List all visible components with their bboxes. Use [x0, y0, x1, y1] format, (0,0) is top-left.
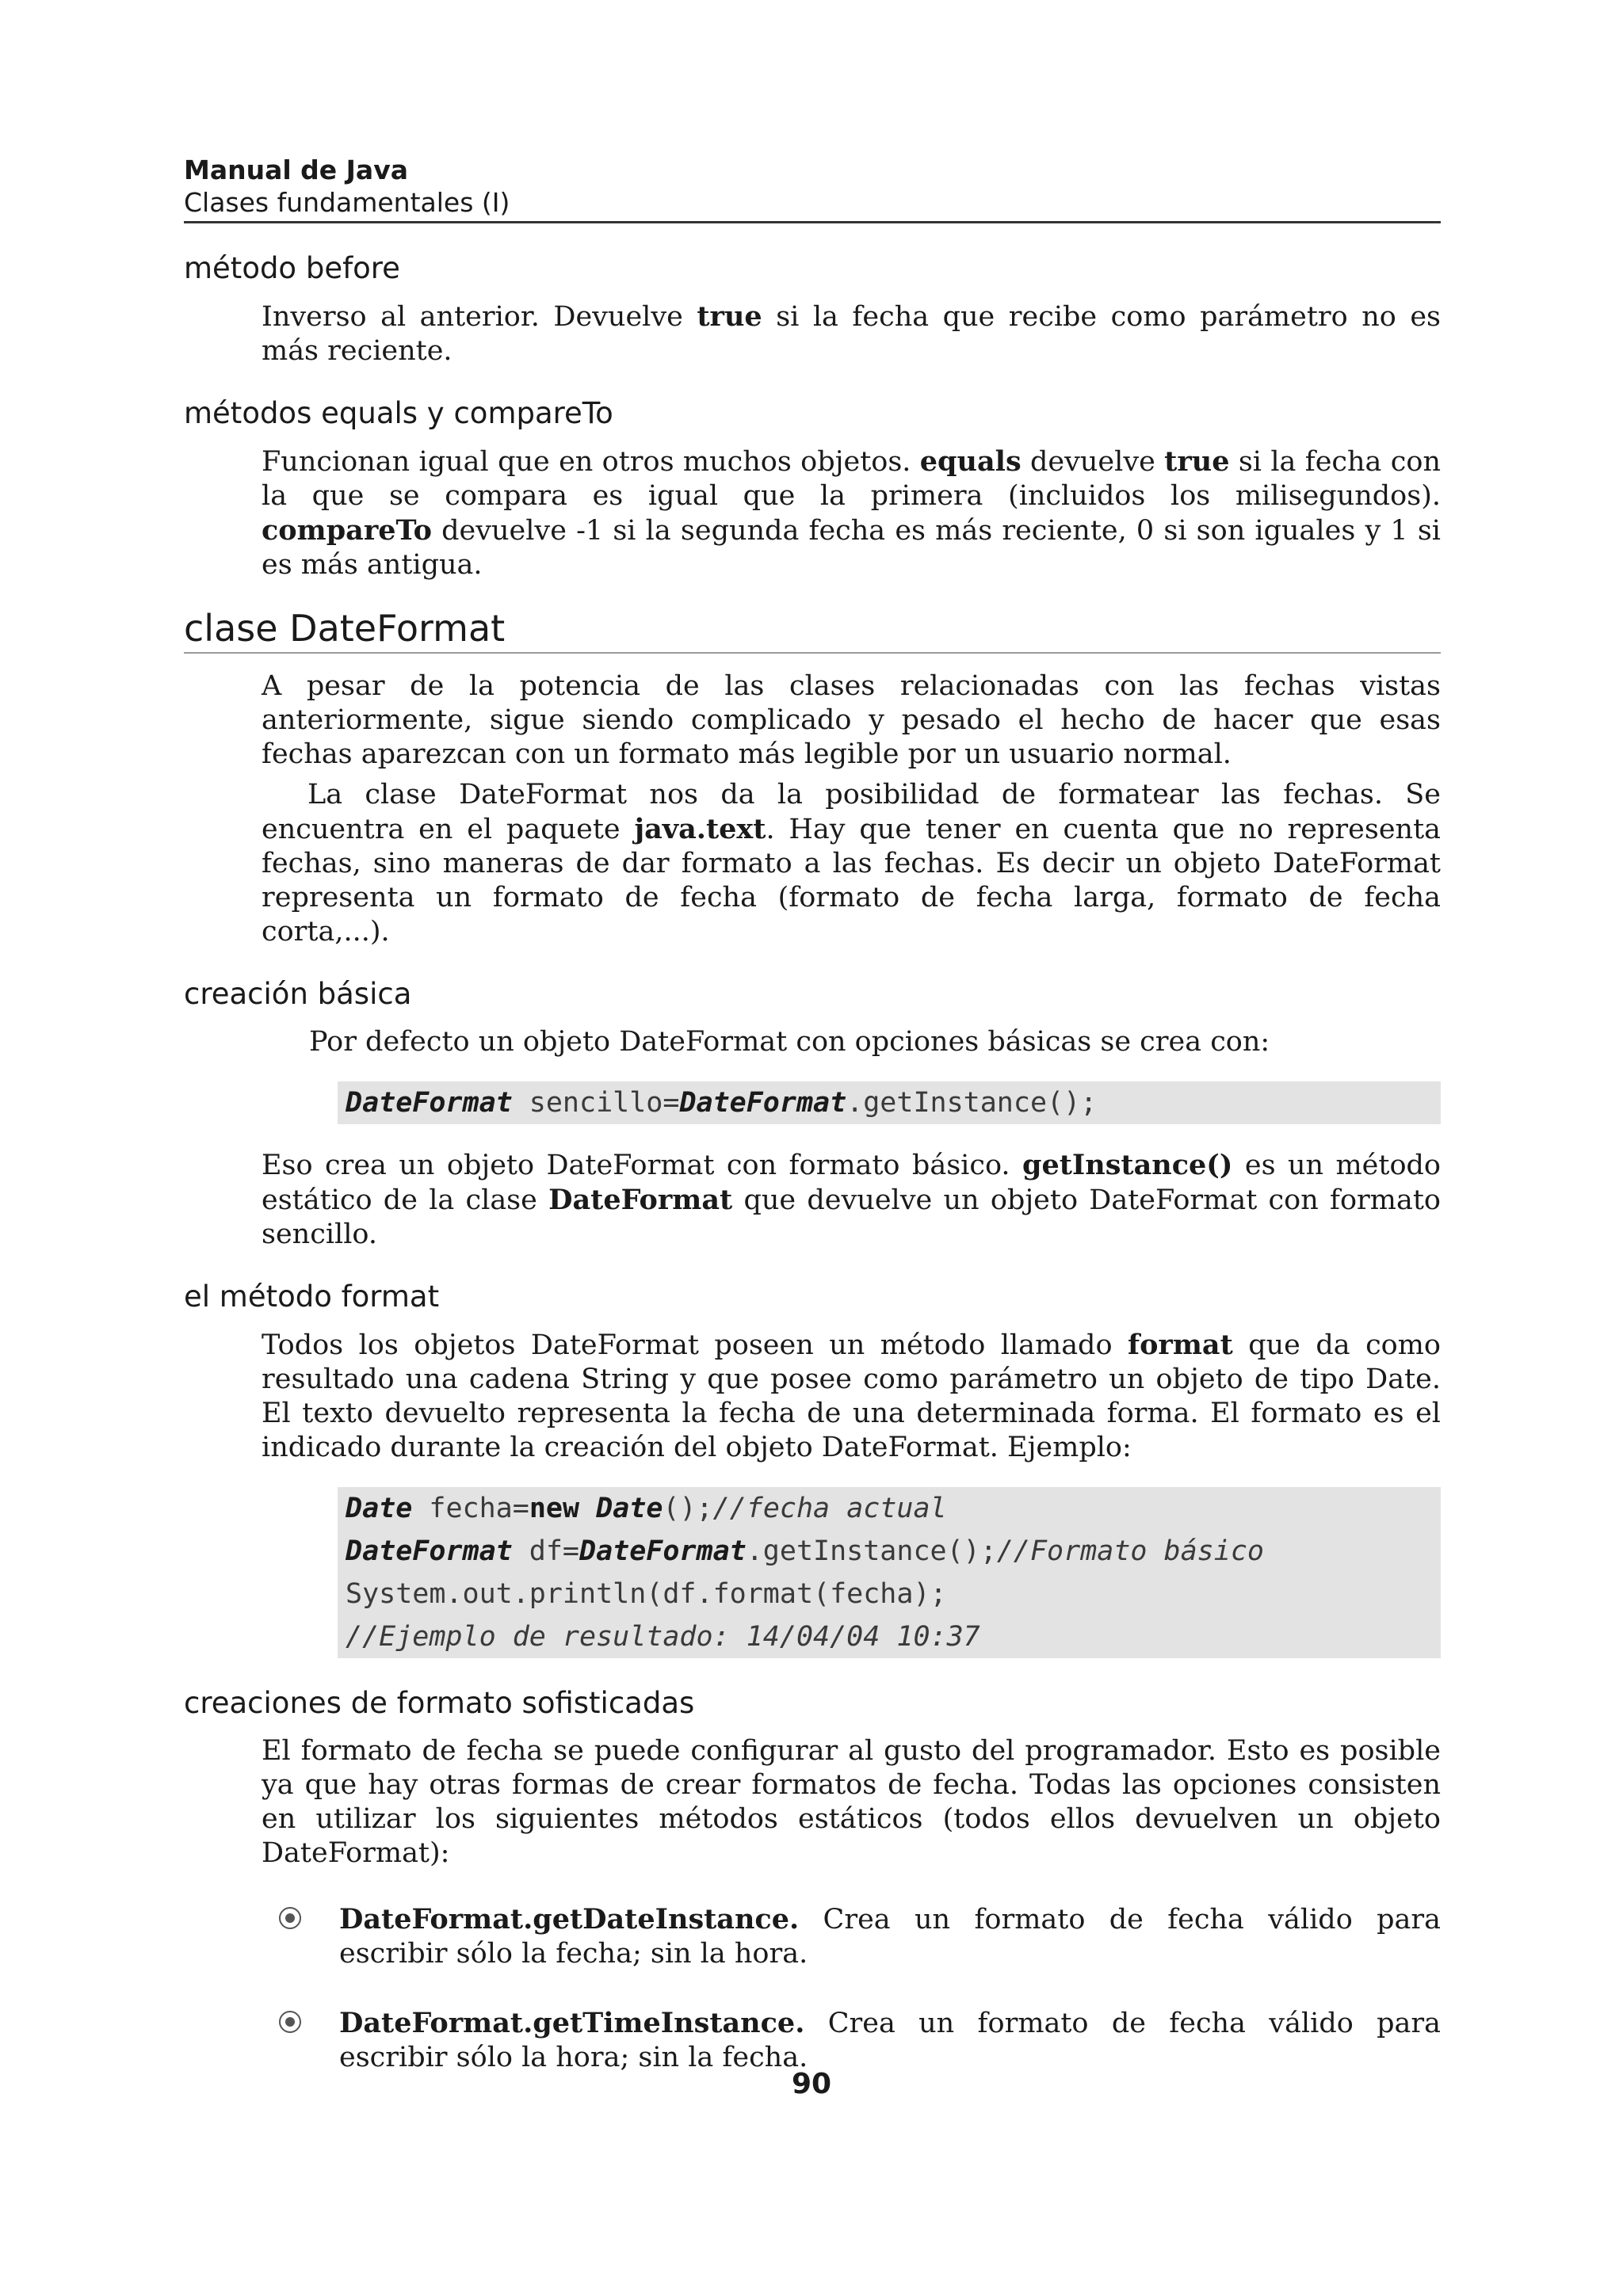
text-run: El formato de fecha se puede configurar al gusto del programador. Esto es posible ya que hay otras formas de crear formatos de fecha. Todas las opciones consisten en utilizar los siguientes métodos estáticos (todos ellos devuelven un objeto DateFormat): — [262, 1735, 1441, 1869]
code-token: .getInstance(); — [746, 1535, 997, 1567]
bold-text: true — [697, 300, 762, 333]
paragraph-dateformat-intro — [262, 669, 1441, 772]
bold-text: compareTo — [262, 514, 432, 547]
code-token: df= — [512, 1535, 580, 1567]
code-token: //Formato básico — [996, 1535, 1264, 1567]
code-token: DateFormat — [346, 1087, 513, 1119]
heading-equals-compareto: métodos equals y compareTo — [184, 396, 613, 430]
paragraph-creacion-intro — [309, 1025, 1441, 1059]
bold-text: DateFormat.getTimeInstance. — [339, 2007, 805, 2039]
code-line — [346, 1573, 1433, 1615]
heading-clase-dateformat: clase DateFormat — [184, 606, 1441, 654]
code-line — [346, 1487, 1433, 1530]
text-run: si la fecha que recibe como parámetro no es más reciente. — [262, 301, 1441, 367]
paragraph-format — [262, 1328, 1441, 1465]
code-token: System.out.println(df.format(fecha); — [346, 1578, 947, 1610]
text-run: Crea un formato de fecha válido para escribir sólo la hora; sin la fecha. — [339, 2008, 1441, 2073]
code-token: new — [529, 1493, 580, 1524]
text-run: Funcionan igual que en otros muchos objetos. — [262, 446, 920, 478]
code-token: (); — [663, 1493, 713, 1524]
running-header-subtitle: Clases fundamentales (I) — [184, 186, 1441, 223]
paragraph-dateformat-package — [262, 778, 1441, 949]
radio-bullet-icon — [279, 2011, 301, 2033]
text-run: Por defecto un objeto DateFormat con opciones básicas se crea con: — [309, 1026, 1270, 1058]
bullet-text — [339, 1904, 1441, 1970]
text-run: Todos los objetos DateFormat poseen un método llamado — [262, 1329, 1128, 1361]
code-token: sencillo= — [512, 1087, 680, 1119]
text-run: devuelve -1 si la segunda fecha es más reciente, 0 si son iguales y 1 si es más antigua. — [262, 515, 1441, 581]
text-run: Inverso al anterior. Devuelve — [262, 301, 697, 333]
code-token: fecha= — [412, 1493, 529, 1524]
page-number: 90 — [791, 2068, 832, 2100]
text-run: Eso crea un objeto DateFormat con formato básico. — [262, 1150, 1022, 1181]
code-token: .getInstance(); — [846, 1087, 1098, 1119]
bold-text: getInstance() — [1022, 1149, 1233, 1181]
paragraph-creacion-explain — [262, 1148, 1441, 1252]
code-line — [346, 1615, 1433, 1658]
code-token: DateFormat — [346, 1535, 513, 1567]
page-content — [184, 154, 1441, 2110]
bullet-item-gettimeinstance — [339, 2006, 1441, 2075]
paragraph-before — [262, 299, 1441, 368]
code-block-getinstance — [338, 1081, 1441, 1124]
bold-text: equals — [919, 445, 1022, 478]
bold-text: DateFormat.getDateInstance. — [339, 1903, 800, 1936]
code-token: Date — [346, 1493, 413, 1524]
code-token: DateFormat — [579, 1535, 747, 1567]
paragraph-sofisticadas — [262, 1734, 1441, 1871]
code-token: //Ejemplo de resultado: 14/04/04 10:37 — [346, 1621, 980, 1653]
bullet-item-getdateinstance — [339, 1902, 1441, 1971]
code-line — [346, 1081, 1433, 1124]
code-token: Date — [596, 1493, 663, 1524]
text-run: si la fecha con la que se compara es igual que la primera (incluidos los milisegundos). — [262, 446, 1441, 512]
bold-text: format — [1128, 1329, 1233, 1361]
code-token — [579, 1493, 596, 1524]
radio-bullet-icon — [279, 1907, 301, 1929]
text-run: La clase DateFormat nos da la posibilidad de formatear las fechas. Se encuentra en el paquete — [262, 779, 1441, 845]
bold-text: java.text — [634, 813, 766, 845]
bold-text: DateFormat — [548, 1184, 733, 1216]
text-run: Crea un formato de fecha válido para escribir sólo la fecha; sin la hora. — [339, 1904, 1441, 1970]
bullet-text — [339, 2008, 1441, 2073]
heading-formato-sofisticadas: creaciones de formato sofisticadas — [184, 1686, 695, 1720]
text-run: devuelve — [1021, 446, 1165, 478]
text-run: . Hay que tener en cuenta que no representa fechas, sino maneras de dar formato a las fechas. Es decir un objeto DateFormat representa un formato de fecha (formato de fecha larga, formato de fecha corta,...). — [262, 814, 1441, 948]
running-header-title: Manual de Java — [184, 154, 408, 185]
heading-metodo-before: método before — [184, 251, 400, 285]
code-token: DateFormat — [679, 1087, 847, 1119]
text-run: es un método estático de la clase — [262, 1150, 1441, 1216]
paragraph-equals — [262, 444, 1441, 582]
text-run: que da como resultado una cadena String y que posee como parámetro un objeto de tipo Date. El texto devuelto representa la fecha de una determinada forma. El formato es el indicado durante la creación del objeto DateFormat. Ejemplo: — [262, 1329, 1442, 1463]
code-line — [346, 1530, 1433, 1573]
text-run: que devuelve un objeto DateFormat con formato sencillo. — [262, 1184, 1441, 1250]
heading-metodo-format: el método format — [184, 1280, 440, 1314]
bold-text: true — [1164, 445, 1230, 478]
heading-creacion-basica: creación básica — [184, 977, 412, 1011]
code-block-format-example — [338, 1487, 1441, 1658]
bullet-list — [184, 1902, 1441, 2075]
code-token: //fecha actual — [712, 1493, 947, 1524]
text-run: A pesar de la potencia de las clases relacionadas con las fechas vistas anteriormente, sigue siendo complicado y pesado el hecho de hacer que esas fechas aparezcan con un formato más legible por un usuario normal. — [262, 670, 1441, 770]
